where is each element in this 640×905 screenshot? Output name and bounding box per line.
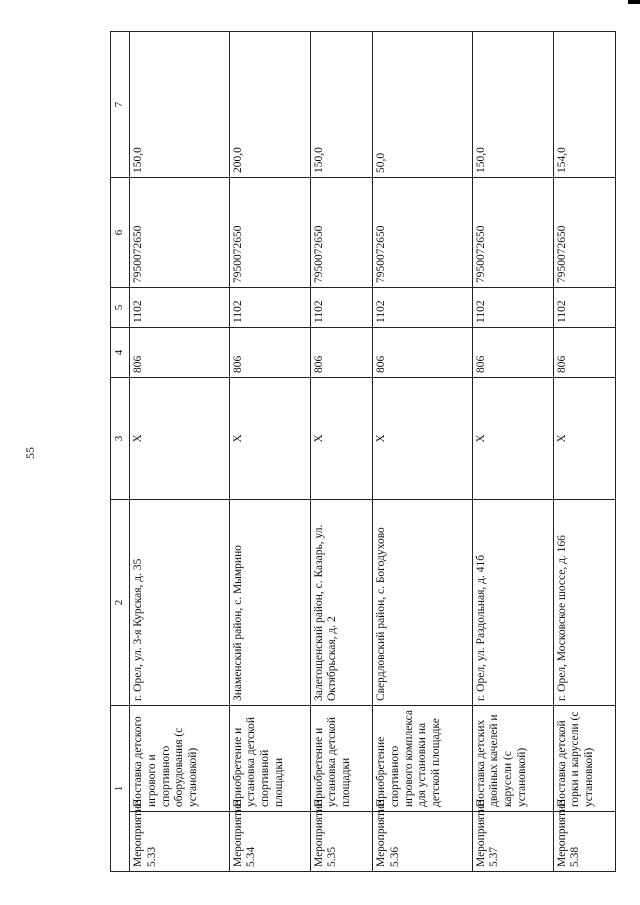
rotated-table-container [110, 32, 616, 872]
code5-cell: 1102 [130, 288, 230, 328]
description-cell: Поставка детской горки и карусели (с установкой) [553, 706, 615, 812]
amount-cell: 50,0 [372, 32, 472, 178]
code5-cell: 1102 [553, 288, 615, 328]
address-cell: Залегощенский район, с. Казарь, ул. Октябрьская, д. 2 [310, 500, 372, 706]
mark-cell: X [472, 378, 553, 500]
code6-cell: 7950072650 [229, 178, 310, 288]
corner-mark [628, 0, 640, 4]
description-cell: Поставка детских двойных качелей и карусели (с установкой) [472, 706, 553, 812]
mark-cell: X [229, 378, 310, 500]
event-cell: Мероприятие 5.36 [372, 812, 472, 872]
mark-cell: X [130, 378, 230, 500]
code6-cell: 7950072650 [472, 178, 553, 288]
code5-cell: 1102 [472, 288, 553, 328]
amount-cell: 150,0 [310, 32, 372, 178]
event-cell: Мероприятие 5.38 [553, 812, 615, 872]
code5-cell: 1102 [229, 288, 310, 328]
table-row [130, 32, 230, 872]
event-cell: Мероприятие 5.33 [130, 812, 230, 872]
header-row [111, 32, 130, 872]
table-row [553, 32, 615, 872]
amount-cell: 150,0 [472, 32, 553, 178]
table-row [472, 32, 553, 872]
header-cell-7: 7 [111, 32, 130, 178]
amount-cell: 150,0 [130, 32, 230, 178]
code6-cell: 7950072650 [310, 178, 372, 288]
event-cell: Мероприятие 5.37 [472, 812, 553, 872]
events-table [110, 31, 616, 872]
header-cell-6: 6 [111, 178, 130, 288]
description-cell: Приобретение и установка детской площадки [310, 706, 372, 812]
code4-cell: 806 [553, 328, 615, 378]
header-cell-3: 3 [111, 378, 130, 500]
description-cell: Приобретение и установка детской спортивной площадки [229, 706, 310, 812]
description-cell: Поставка детского игрового и спортивного оборудования (с установкой) [130, 706, 230, 812]
code4-cell: 806 [130, 328, 230, 378]
code6-cell: 7950072650 [553, 178, 615, 288]
code6-cell: 7950072650 [372, 178, 472, 288]
address-cell: Свердловский район, с. Богодухово [372, 500, 472, 706]
event-cell: Мероприятие 5.35 [310, 812, 372, 872]
description-cell: Приобретение спортивного игрового комплекса для установки на детской площадке [372, 706, 472, 812]
code4-cell: 806 [472, 328, 553, 378]
code6-cell: 7950072650 [130, 178, 230, 288]
amount-cell: 154,0 [553, 32, 615, 178]
table-row [229, 32, 310, 872]
header-cell-2: 2 [111, 500, 130, 706]
code4-cell: 806 [310, 328, 372, 378]
code5-cell: 1102 [310, 288, 372, 328]
amount-cell: 200,0 [229, 32, 310, 178]
address-cell: Знаменский район, с. Мымрино [229, 500, 310, 706]
mark-cell: X [372, 378, 472, 500]
code4-cell: 806 [372, 328, 472, 378]
table-row [310, 32, 372, 872]
mark-cell: X [553, 378, 615, 500]
table-row [372, 32, 472, 872]
header-cell-5: 5 [111, 288, 130, 328]
event-cell: Мероприятие 5.34 [229, 812, 310, 872]
address-cell: г. Орел, ул. Раздольная, д. 41б [472, 500, 553, 706]
code5-cell: 1102 [372, 288, 472, 328]
address-cell: г. Орел, Московское шоссе, д. 166 [553, 500, 615, 706]
header-cell-4: 4 [111, 328, 130, 378]
page-number: 55 [23, 447, 37, 459]
code4-cell: 806 [229, 328, 310, 378]
mark-cell: X [310, 378, 372, 500]
address-cell: г. Орел, ул. 3-я Курская, д. 35 [130, 500, 230, 706]
header-cell-1: 1 [111, 706, 130, 872]
